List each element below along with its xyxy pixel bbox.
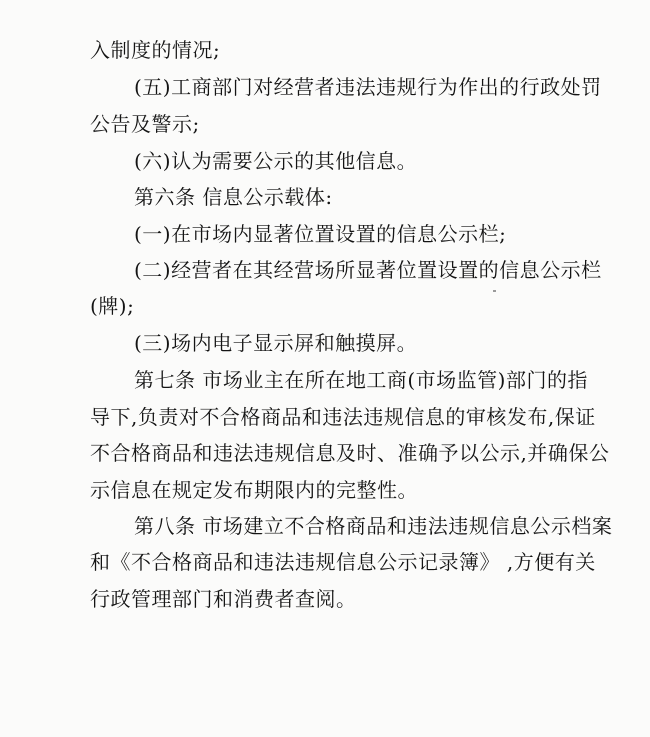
text-line: 和《不合格商品和违法违规信息公示记录簿》 ,方便有关 <box>90 550 596 574</box>
text-line: 第七条 市场业主在所在地工商(市场监管)部门的指 <box>134 368 588 392</box>
text-line: (五)工商部门对经营者违法违规行为作出的行政处罚 <box>134 75 602 99</box>
text-line: (六)认为需要公示的其他信息。 <box>134 149 418 173</box>
text-line: 第八条 市场建立不合格商品和违法违规信息公示档案 <box>134 514 613 538</box>
text-line: (三)场内电子显示屏和触摸屏。 <box>134 331 418 355</box>
text-line: 公告及警示; <box>90 112 200 136</box>
text-line: 行政管理部门和消费者查阅。 <box>90 587 357 611</box>
scan-speck <box>493 290 496 292</box>
text-line: 示信息在规定发布期限内的完整性。 <box>90 478 418 502</box>
text-line: 不合格商品和违法违规信息及时、准确予以公示,并确保公 <box>90 441 610 465</box>
text-line: (牌); <box>90 294 135 318</box>
text-line: (二)经营者在其经营场所显著位置设置的信息公示栏 <box>134 258 602 282</box>
text-line: (一)在市场内显著位置设置的信息公示栏; <box>134 222 507 246</box>
text-line: 入制度的情况; <box>90 38 221 62</box>
text-line: 导下,负责对不合格商品和违法违规信息的审核发布,保证 <box>90 405 596 429</box>
section-heading: 第六条 信息公示载体: <box>134 185 333 209</box>
